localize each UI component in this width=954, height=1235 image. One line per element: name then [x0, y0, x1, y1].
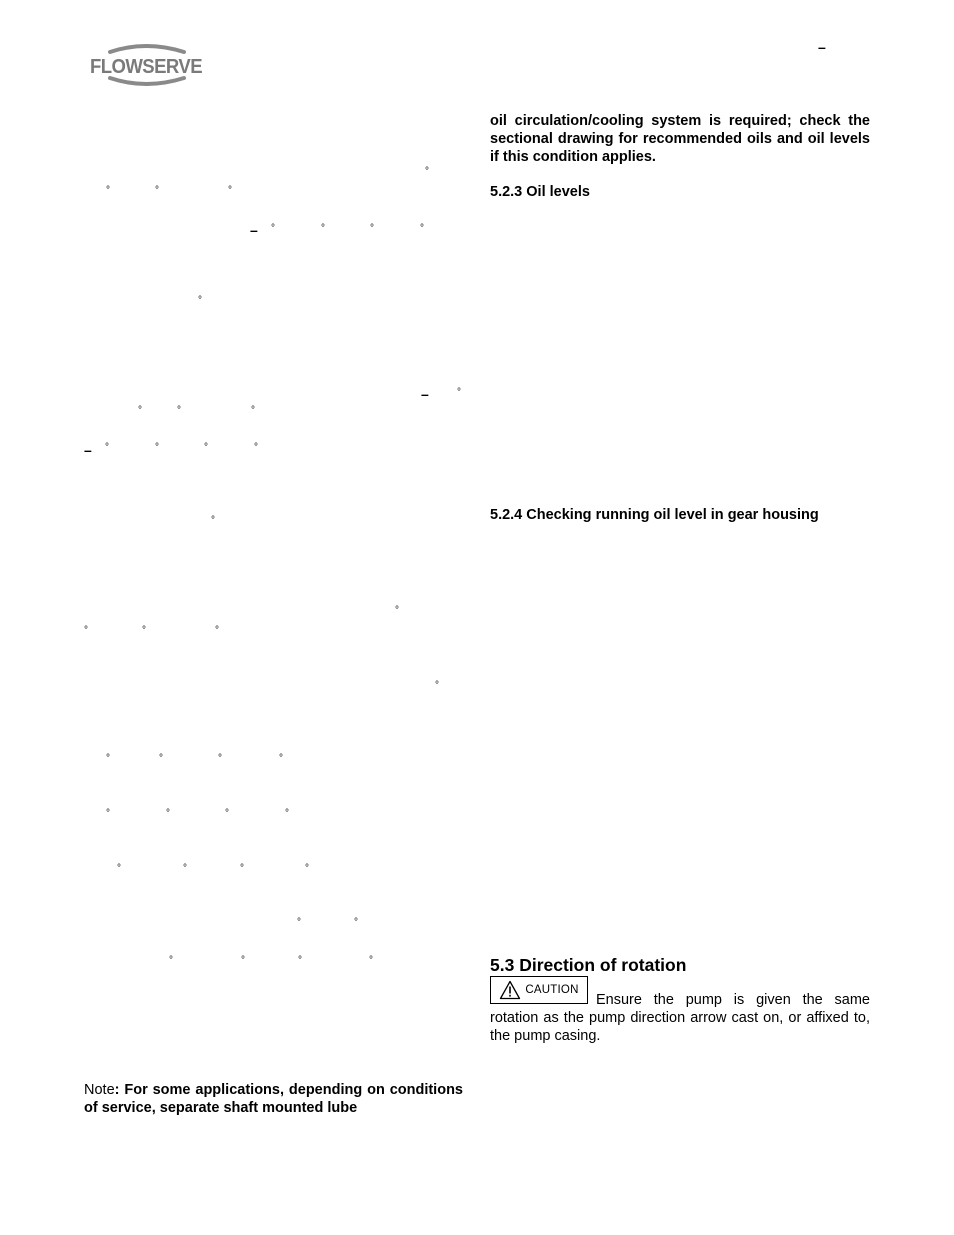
degree-mark: °: [142, 625, 146, 636]
degree-mark: °: [138, 405, 142, 416]
caution-label: CAUTION: [525, 984, 579, 996]
degree-mark: °: [166, 808, 170, 819]
degree-mark: °: [117, 863, 121, 874]
degree-mark: °: [435, 680, 439, 691]
degree-mark: °: [169, 955, 173, 966]
degree-mark: °: [271, 223, 275, 234]
degree-mark: °: [241, 955, 245, 966]
degree-mark: °: [254, 442, 258, 453]
degree-mark: °: [211, 515, 215, 526]
degree-mark: °: [218, 753, 222, 764]
degree-mark: °: [425, 166, 429, 177]
degree-mark: °: [183, 863, 187, 874]
degree-mark: °: [159, 753, 163, 764]
degree-mark: °: [285, 808, 289, 819]
degree-mark: °: [204, 442, 208, 453]
degree-mark: °: [155, 442, 159, 453]
degree-mark: °: [177, 405, 181, 416]
degree-mark: °: [84, 625, 88, 636]
caution-box: [490, 976, 588, 1004]
dash-mark: –: [84, 442, 92, 458]
degree-mark: °: [297, 917, 301, 928]
degree-mark: °: [251, 405, 255, 416]
degree-mark: °: [395, 605, 399, 616]
lube-note: [84, 1081, 463, 1117]
degree-mark: °: [105, 442, 109, 453]
degree-mark: °: [305, 863, 309, 874]
degree-mark: °: [457, 387, 461, 398]
degree-mark: °: [228, 185, 232, 196]
heading-oil-levels: 5.2.3 Oil levels: [490, 184, 590, 200]
degree-mark: °: [106, 185, 110, 196]
degree-mark: °: [369, 955, 373, 966]
degree-mark: °: [106, 753, 110, 764]
degree-mark: °: [225, 808, 229, 819]
degree-mark: °: [370, 223, 374, 234]
rotation-paragraph: Ensure the pump is given the same rotation as the pump direction arrow cast on, or affixed to, the pump casing.: [490, 992, 870, 1044]
logo-wordmark: FLOWSERVE: [90, 56, 203, 78]
degree-mark: °: [354, 917, 358, 928]
heading-checking-oil-level: 5.2.4 Checking running oil level in gear housing: [490, 507, 819, 523]
flowserve-logo: [88, 42, 206, 88]
continued-paragraph: oil circulation/cooling system is required; check the sectional drawing for recommended oils and oil levels if this condition applies.: [490, 113, 870, 165]
degree-mark: °: [155, 185, 159, 196]
degree-mark: °: [215, 625, 219, 636]
degree-mark: °: [198, 295, 202, 306]
logo-graphic: [88, 42, 206, 88]
degree-mark: °: [240, 863, 244, 874]
rotation-section: [490, 976, 870, 1045]
degree-mark: °: [298, 955, 302, 966]
note-label: Note: [84, 1082, 115, 1098]
degree-mark: °: [279, 753, 283, 764]
warning-triangle-icon: [499, 980, 521, 1000]
header-mark: –: [818, 39, 826, 55]
dash-mark: –: [421, 386, 429, 402]
note-text: : For some applications, depending on conditions of service, separate shaft mounted lube: [84, 1082, 463, 1116]
degree-mark: °: [106, 808, 110, 819]
degree-mark: °: [420, 223, 424, 234]
heading-direction-of-rotation: 5.3 Direction of rotation: [490, 955, 687, 975]
dash-mark: –: [250, 222, 258, 238]
degree-mark: °: [321, 223, 325, 234]
